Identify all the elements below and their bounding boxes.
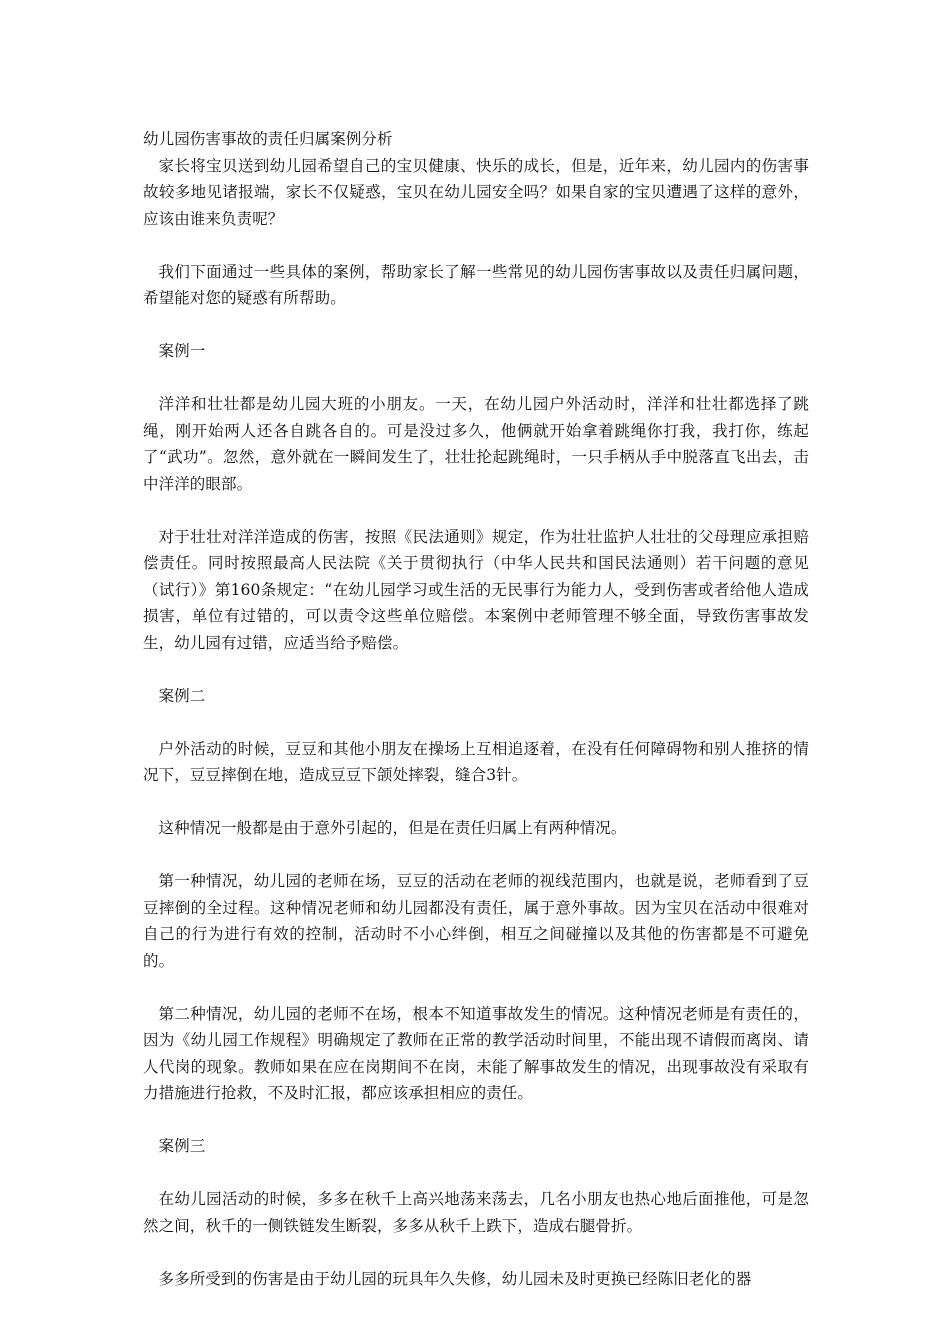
document-title: 幼儿园伤害事故的责任归属案例分析 <box>143 130 393 148</box>
case-three-heading: 案例三 <box>158 1137 206 1155</box>
case-two-summary: 这种情况一般都是由于意外引起的，但是在责任归属上有两种情况。 <box>158 819 627 837</box>
case-one-description: 洋洋和壮壮都是幼儿园大班的小朋友。一天，在幼儿园户外活动时，洋洋和壮壮都选择了跳绳，刚开始两人还各自跳各自的。可是没过多久，他俩就开始拿着跳绳你打我，我打你，练起了“武功”。忽然，意外就在一瞬间发生了，壮壮抡起跳绳时，一只手柄从手中脱落直飞出去，击中洋洋的眼部。 <box>143 395 809 493</box>
case-three-description: 在幼儿园活动的时候，多多在秋千上高兴地荡来荡去，几名小朋友也热心地后面推他，可是忽然之间，秋千的一侧铁链发生断裂，多多从秋千上跌下，造成右腿骨折。 <box>143 1190 809 1235</box>
document-page <box>143 126 809 1319</box>
case-three-analysis: 多多所受到的伤害是由于幼儿园的玩具年久失修，幼儿园未及时更换已经陈旧老化的器 <box>158 1269 752 1288</box>
case-one-heading: 案例一 <box>158 342 206 360</box>
case-two-situation-two: 第二种情况，幼儿园的老师不在场，根本不知道事故发生的情况。这种情况老师是有责任的，因为《幼儿园工作规程》明确规定了教师在正常的教学活动时间里，不能出现不请假而离岗、请人代岗的现象。教师如果在应在岗期间不在岗，未能了解事故发生的情况，出现事故没有采取有力措施进行抢救，不及时汇报，都应该承担相应的责任。 <box>143 1004 809 1102</box>
paragraph-intro: 家长将宝贝送到幼儿园希望自己的宝贝健康、快乐的成长，但是，近年来，幼儿园内的伤害事故较多地见诸报端，家长不仅疑惑，宝贝在幼儿园安全吗？如果自家的宝贝遭遇了这样的意外，应该由谁来负责呢？ <box>143 156 809 228</box>
case-one-analysis: 对于壮壮对洋洋造成的伤害，按照《民法通则》规定，作为壮壮监护人壮壮的父母理应承担赔偿责任。同时按照最高人民法院《关于贯彻执行（中华人民共和国民法通则）若干问题的意见（试行）》第160条规定：“在幼儿园学习或生活的无民事行为能力人，受到伤害或者给他人造成损害，单位有过错的，可以责令这些单位赔偿。本案例中老师管理不够全面，导致伤害事故发生，幼儿园有过错，应适当给予赔偿。 <box>143 527 809 652</box>
case-two-description: 户外活动的时候，豆豆和其他小朋友在操场上互相追逐着，在没有任何障碍物和别人推挤的情况下，豆豆摔倒在地，造成豆豆下颌处摔裂，缝合3针。 <box>143 739 809 784</box>
case-two-situation-one: 第一种情况，幼儿园的老师在场，豆豆的活动在老师的视线范围内，也就是说，老师看到了豆豆摔倒的全过程。这种情况老师和幼儿园都没有责任，属于意外事故。因为宝贝在活动中很难对自己的行为进行有效的控制，活动时不小心绊倒，相互之间碰撞以及其他的伤害都是不可避免的。 <box>143 872 809 970</box>
case-two-heading: 案例二 <box>158 686 206 705</box>
paragraph-overview: 我们下面通过一些具体的案例，帮助家长了解一些常见的幼儿园伤害事故以及责任归属问题，希望能对您的疑惑有所帮助。 <box>143 262 809 307</box>
